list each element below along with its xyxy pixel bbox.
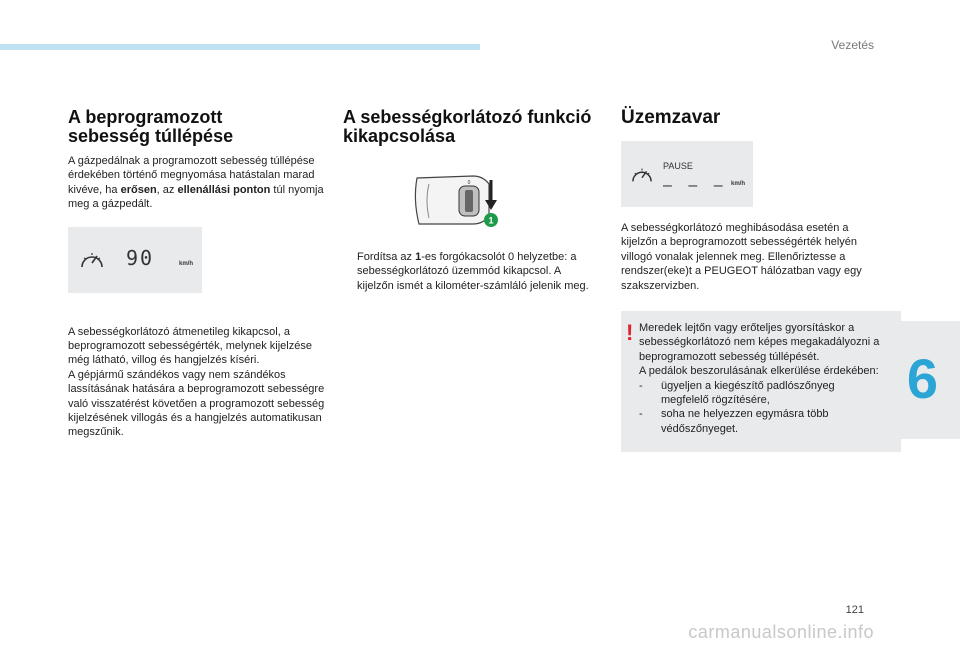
speed-limiter-icon — [629, 165, 655, 185]
malfunction-paragraph — [621, 221, 881, 293]
section-title — [68, 108, 328, 146]
intro-text-c: túl nyomja meg a gázpedált. — [68, 183, 324, 211]
chapter-number: 6 — [906, 347, 938, 410]
speed-unit: km/h — [731, 181, 746, 187]
section-deactivate — [343, 108, 603, 293]
instruction-item — [343, 250, 603, 293]
intro-text-b: , az — [156, 183, 178, 196]
speed-display-panel — [68, 227, 202, 293]
warning-icon: ! — [626, 320, 634, 346]
malfunction-text-a: A sebességkorlátozó meghibásodása esetén a kijelzőn a beprogramozott sebességérték helyén villogó vonalak jelennek meg. Ellenőriztesse a rendszer(eke)t a — [621, 222, 858, 278]
paragraph-limiter-off: A sebességkorlátozó átmenetileg kikapcsol, a beprogramozott sebességérték, melynek kijelzése még látható, villog és hangjelzés kíséri. — [68, 325, 312, 367]
pause-label: PAUSE — [663, 161, 693, 171]
instr-text-b: -es forgókacsolót 0 helyzetbe: a sebességkorlátozó üzemmód kikapcsol. A kijelzőn ismét a kilométer-számláló jelenik meg. — [357, 251, 589, 292]
section-malfunction — [621, 108, 881, 452]
paragraph-deceleration: A gépjármű szándékos vagy nem szándékos lassításának hatására a beprogramozott sebességre való visszatérést követően a programozott sebesség kijelzésének villogás és a hangjelzés automatikusan megszűnik. — [68, 368, 325, 439]
top-accent-bar — [0, 44, 480, 50]
instr-bold-number: 1 — [415, 251, 422, 263]
speed-value: 90 — [126, 245, 155, 270]
speed-limiter-icon — [78, 249, 106, 271]
warning-list-item — [639, 407, 891, 436]
brand-name: PEUGEOT — [704, 265, 758, 278]
list-dash: - — [639, 408, 643, 421]
list-item-text: ügyeljen a kiegészítő padlószőnyeg megfelelő rögzítésére, — [661, 379, 835, 407]
list-dash: - — [639, 379, 643, 392]
warning-list-item — [639, 379, 891, 408]
warning-box — [621, 311, 901, 452]
fault-display-panel — [621, 141, 753, 207]
warning-paragraph-2: A pedálok beszorulásának elkerülése érdekében: — [639, 365, 879, 378]
stalk-badge-label: 1 — [488, 215, 494, 226]
chapter-title: Vezetés — [831, 38, 874, 52]
intro-text-a: A gázpedálnak a programozott sebesség túllépése érdekében történő megnyomása hatástalan marad kivéve, ha — [68, 155, 315, 196]
control-stalk-illustration — [409, 164, 539, 236]
intro-bold-resistance: ellenállási ponton — [177, 183, 271, 196]
stalk-position-label: 0 — [467, 180, 471, 186]
warning-paragraph-1: Meredek lejtőn vagy erőteljes gyorsításkor a sebességkorlátozó nem képes megakadályozni a beprogramozott sebesség túllépését. — [639, 322, 880, 363]
intro-paragraph — [68, 154, 328, 212]
title-line-2: kikapcsolása — [343, 126, 456, 146]
bullet-arrow-icon — [343, 251, 357, 293]
watermark: carmanualsonline.info — [688, 622, 874, 642]
title-line-1: A sebességkorlátozó funkció — [343, 107, 592, 127]
title-line-1: A beprogramozott — [68, 107, 223, 127]
section-title — [343, 108, 603, 146]
malfunction-text-b: hálózatban vagy egy szakszervizben. — [621, 265, 862, 292]
control-stalk-drawing — [409, 164, 539, 236]
page-number: 121 — [845, 604, 864, 616]
section-speed-exceed — [68, 108, 328, 440]
list-item-text: soha ne helyezzen egymásra több védőszőnyeget. — [661, 408, 829, 435]
instr-text-a: Fordítsa az — [357, 251, 416, 263]
speed-unit: km/h — [179, 260, 194, 267]
intro-bold-strong: erősen — [120, 183, 157, 196]
title-line-2: sebesség túllépése — [68, 126, 234, 146]
instruction-text — [357, 250, 597, 293]
fault-dashes: – – – — [663, 177, 729, 194]
section-title: Üzemzavar — [621, 107, 721, 128]
